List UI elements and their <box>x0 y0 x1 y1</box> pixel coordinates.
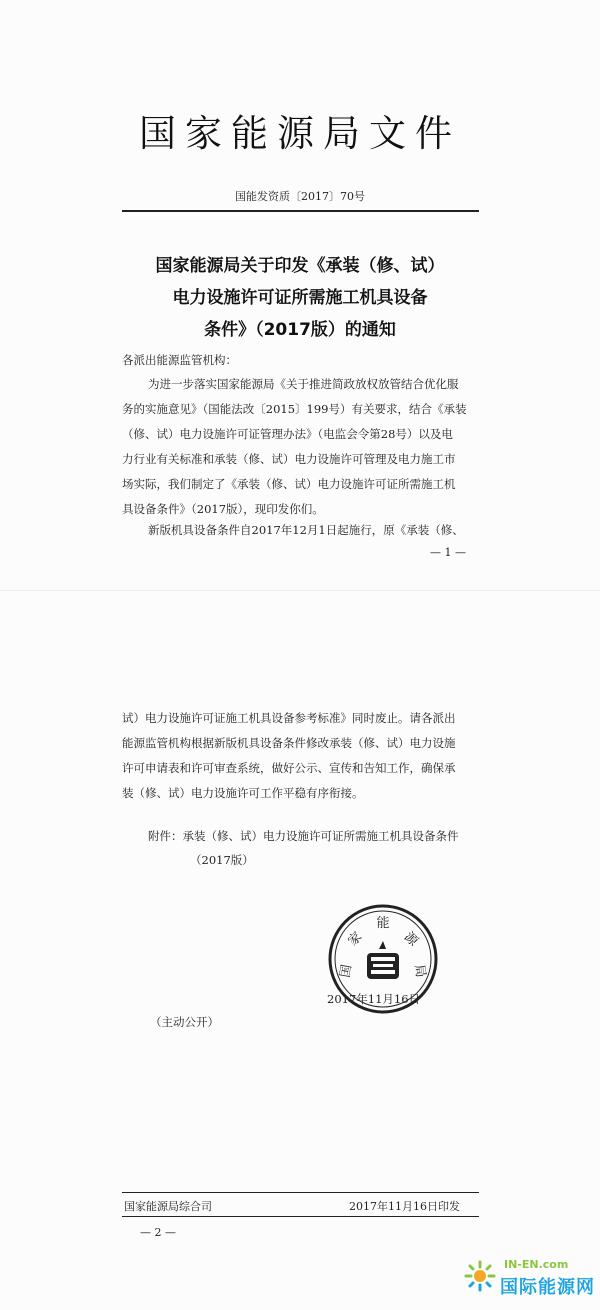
header-rule <box>122 210 479 212</box>
notice-title-line: 条件》（2017版）的通知 <box>204 320 396 340</box>
sun-logo-icon <box>464 1260 496 1292</box>
national-emblem-icon <box>367 941 399 979</box>
watermark-logo <box>458 1256 596 1302</box>
attachment-line: （2017版） <box>190 853 254 867</box>
salutation: 各派出能源监管机构： <box>122 353 237 367</box>
paragraph-2-start <box>122 518 490 543</box>
svg-text:源: 源 <box>400 929 421 950</box>
notice-title <box>150 250 450 346</box>
paragraph-line: 试）电力设施许可证施工机具设备参考标准》同时废止。请各派出 <box>122 711 456 725</box>
paragraph-line: 能源监管机构根据新版机具设备条件修改承装（修、试）电力设施 <box>122 736 456 750</box>
paragraph-line: 具设备条件》（2017版），现印发你们。 <box>122 502 324 516</box>
issue-date: 2017年11月16日印发 <box>349 1200 460 1213</box>
paragraph-line: 力行业有关标准和承装（修、试）电力设施许可管理及电力施工市 <box>122 452 456 466</box>
paragraph-line: 许可申请表和许可审查系统，做好公示、宣传和告知工作，确保承 <box>122 761 456 775</box>
svg-text:局: 局 <box>410 963 429 979</box>
watermark-main: 国际能源网 <box>500 1277 595 1298</box>
paragraph-line: 场实际，我们制定了《承装（修、试）电力设施许可证所需施工机 <box>122 477 456 491</box>
page-number: — 1 — <box>430 546 466 559</box>
document-page-2 <box>0 590 600 1310</box>
doc-number: 国能发资质〔2017〕70号 <box>235 190 365 203</box>
svg-text:能: 能 <box>376 916 390 931</box>
paragraph-1 <box>122 372 490 522</box>
svg-text:国: 国 <box>337 963 356 979</box>
paragraph-line: 新版机具设备条件自2017年12月1日起施行，原《承装（修、 <box>148 523 464 537</box>
paragraph-line: 为进一步落实国家能源局《关于推进简政放权放管结合优化服 <box>148 377 459 391</box>
org-title: 国家能源局文件 <box>139 112 461 155</box>
notice-title-line: 国家能源局关于印发《承装（修、试） <box>155 256 445 276</box>
document-page-1 <box>0 0 600 590</box>
footer-rule-bottom <box>122 1216 479 1217</box>
page-number: — 2 — <box>140 1226 176 1239</box>
footer-rule-top <box>122 1192 479 1193</box>
paragraph-line: （修、试）电力设施许可证管理办法》（电监会令第28号）以及电 <box>122 427 453 441</box>
issuer: 国家能源局综合司 <box>124 1200 212 1213</box>
watermark-sub: IN-EN.com <box>504 1258 569 1271</box>
svg-text:家: 家 <box>345 929 366 950</box>
attachment-line: 附件：承装（修、试）电力设施许可证所需施工机具设备条件 <box>148 829 459 843</box>
notice-title-line: 电力设施许可证所需施工机具设备 <box>172 288 428 308</box>
sign-date: 2017年11月16日 <box>327 992 421 1006</box>
paragraph-line: 务的实施意见》（国能法改〔2015〕199号）有关要求，结合《承装 <box>122 402 467 416</box>
disclosure-note: （主动公开） <box>150 1015 219 1029</box>
paragraph-2-continued <box>122 706 490 806</box>
paragraph-line: 装（修、试）电力设施许可工作平稳有序衔接。 <box>122 786 364 800</box>
